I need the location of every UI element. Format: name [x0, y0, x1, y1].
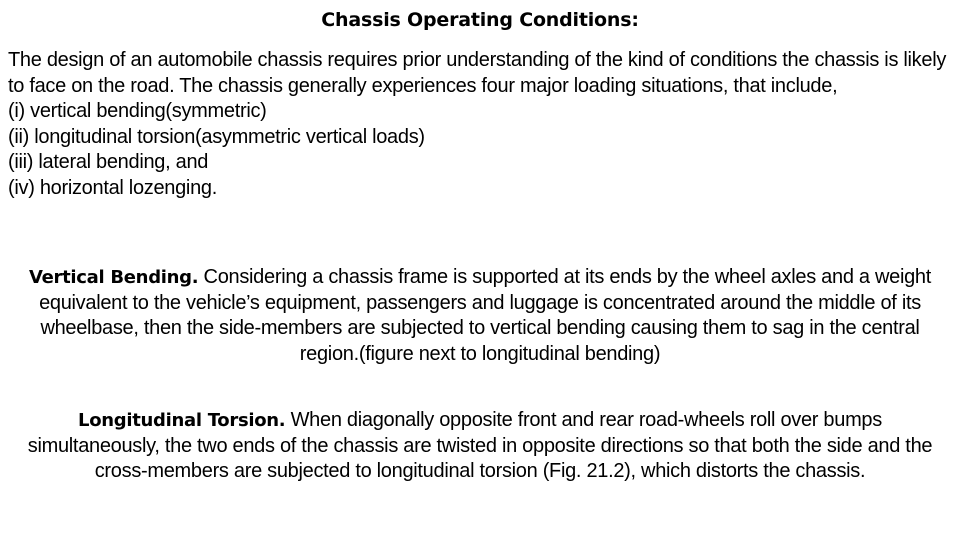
list-item: (ii) longitudinal torsion(asymmetric vertical loads): [8, 125, 425, 148]
vertical-bending-section: [10, 265, 950, 367]
longitudinal-torsion-term: Longitudinal Torsion.: [78, 410, 286, 431]
vertical-bending-term: Vertical Bending.: [29, 267, 199, 288]
list-item: (i) vertical bending(symmetric): [8, 100, 267, 122]
intro-block: [8, 48, 953, 201]
vertical-bending-text: Considering a chassis frame is supported at its ends by the wheel axles and a weight equivalent to the vehicle’s equipment, passengers and luggage is concentrated around the middle of its wheelbase, then the side-members are subjected to vertical bending causing them to sag in the central region.(figure next to longitudinal bending): [39, 266, 931, 365]
list-item: (iii) lateral bending, and: [8, 151, 209, 173]
loading-situations-list: [8, 99, 953, 201]
intro-paragraph: The design of an automobile chassis requires prior understanding of the kind of conditions the chassis is likely to face on the road. The chassis generally experiences four major loading situations, that include,: [8, 49, 947, 97]
longitudinal-torsion-text: When diagonally opposite front and rear road-wheels roll over bumps simultaneously, the two ends of the chassis are twisted in opposite directions so that both the side and the cross-members are subjected to longitudinal torsion (Fig. 21.2), which distorts the chassis.: [27, 409, 933, 482]
longitudinal-torsion-section: [10, 408, 950, 485]
slide-title: Chassis Operating Conditions:: [321, 9, 639, 31]
list-item: (iv) horizontal lozenging.: [8, 176, 217, 199]
